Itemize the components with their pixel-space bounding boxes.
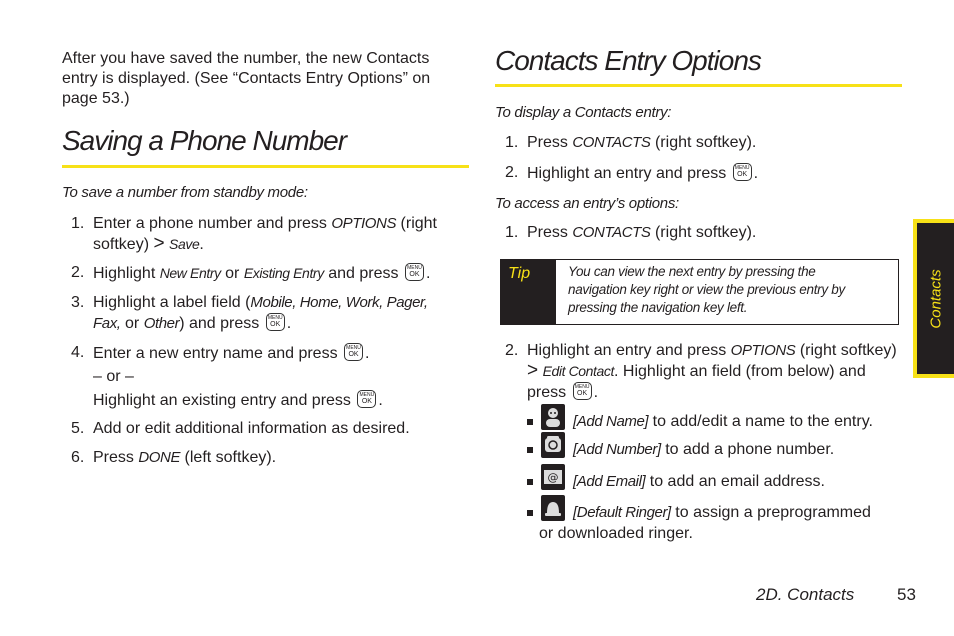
step-text: or	[120, 315, 144, 332]
contacts-key-label: CONTACTS	[572, 224, 651, 241]
step-text: softkey)	[93, 236, 154, 253]
heading-underline	[62, 165, 469, 168]
step-text: or	[220, 265, 244, 282]
save-label: Save	[169, 236, 200, 252]
step-text: press	[527, 384, 571, 401]
step-text: . Highlight an field (from below) and	[614, 363, 866, 380]
step-text: (right softkey)	[795, 342, 897, 359]
step-number: 1.	[71, 215, 85, 232]
step-text: Highlight	[93, 265, 160, 282]
step-text: .	[286, 315, 292, 332]
side-tab-label: Contacts	[927, 268, 944, 329]
tip-line-3: pressing the navigation key left.	[568, 300, 748, 315]
svg-text:@: @	[547, 471, 559, 484]
step-text: (right softkey).	[650, 134, 757, 151]
tip-box	[500, 259, 899, 325]
step-text: Highlight an entry and press	[527, 342, 731, 359]
bullet-default-ringer-continuation: or downloaded ringer.	[539, 525, 693, 542]
section-side-tab	[913, 219, 954, 378]
step-text: .	[753, 165, 759, 182]
step-text: Highlight an entry and press	[527, 165, 731, 182]
edit-contact-label: Edit Contact	[542, 363, 615, 379]
tip-text	[568, 263, 888, 317]
default-ringer-label: [Default Ringer]	[573, 504, 671, 521]
add-name-label: [Add Name]	[573, 413, 649, 430]
step-number: 5.	[71, 420, 85, 437]
step-text: Press	[527, 224, 573, 241]
tip-label-block	[501, 260, 556, 324]
step-number: 6.	[71, 449, 85, 466]
bullet-square	[527, 510, 533, 516]
tip-line-1: You can view the next entry by pressing the	[568, 264, 816, 279]
done-key-label: DONE	[138, 449, 181, 466]
bullet-text: to assign a preprogrammed	[670, 504, 871, 521]
contacts-key-label: CONTACTS	[572, 134, 651, 151]
step-text: (left softkey).	[180, 449, 277, 466]
menu-ok-key-icon: MENU OK	[405, 263, 424, 281]
step-number: 2.	[505, 164, 519, 181]
bullet-text: to add a phone number.	[660, 441, 835, 458]
step-text: Press	[93, 449, 139, 466]
step-number: 4.	[71, 344, 85, 361]
add-number-label: [Add Number]	[573, 441, 661, 458]
bell-icon	[541, 495, 565, 521]
bullet-text: to add/edit a name to the entry.	[648, 413, 873, 430]
bullet-text: to add an email address.	[645, 473, 825, 490]
subheading-standby: To save a number from standby mode:	[62, 184, 308, 201]
step-text: Enter a new entry name and press	[93, 345, 343, 362]
user-icon	[541, 404, 565, 430]
step-number: 1.	[505, 224, 519, 241]
subheading-display-entry: To display a Contacts entry:	[495, 104, 672, 121]
bullet-square	[527, 419, 533, 425]
options-key-label: OPTIONS	[331, 215, 397, 232]
step-text: and press	[323, 265, 403, 282]
footer-page-number: 53	[897, 585, 916, 604]
other-label: Other	[143, 315, 180, 332]
intro-paragraph	[62, 49, 462, 109]
intro-line-1: After you have saved the number, the new Contacts	[62, 50, 430, 67]
fax-label: Fax,	[93, 315, 121, 332]
tip-label: Tip	[508, 265, 531, 282]
step-text: .	[365, 345, 370, 362]
step-text: .	[593, 384, 599, 401]
tip-line-2: navigation key right or view the previous entry by	[568, 282, 845, 297]
or-separator: – or –	[93, 368, 134, 385]
arrow-glyph: >	[153, 233, 165, 254]
heading-saving-phone-number: Saving a Phone Number	[62, 125, 347, 156]
phone-icon	[541, 432, 565, 458]
menu-ok-key-icon: MENU OK	[357, 390, 376, 408]
step-text: Press	[527, 134, 573, 151]
email-icon	[541, 464, 565, 490]
menu-ok-key-icon: MENU OK	[344, 343, 363, 361]
step-text: Add or edit additional information as desired.	[93, 420, 410, 437]
step-text: .	[378, 392, 383, 409]
step-number: 3.	[71, 294, 85, 311]
step-number: 1.	[505, 134, 519, 151]
menu-ok-key-icon: MENU OK	[733, 163, 752, 181]
heading-underline	[495, 84, 902, 87]
step-text: (right	[396, 215, 437, 232]
step-number: 2.	[505, 342, 519, 359]
menu-ok-key-icon: MENU OK	[266, 313, 285, 331]
intro-line-3: page 53.)	[62, 90, 130, 107]
footer-section: 2D. Contacts	[756, 585, 855, 604]
label-field-options: Mobile, Home, Work, Pager,	[250, 294, 428, 311]
options-key-label: OPTIONS	[730, 342, 796, 359]
step-text: .	[199, 236, 204, 253]
add-email-label: [Add Email]	[573, 473, 646, 490]
step-text: Highlight a label field (	[93, 294, 251, 311]
side-tab-inner	[917, 223, 954, 374]
step-number: 2.	[71, 264, 85, 281]
bullet-square	[527, 447, 533, 453]
existing-entry-label: Existing Entry	[243, 265, 324, 281]
step-text: Highlight an existing entry and press	[93, 392, 356, 409]
step-text: ) and press	[179, 315, 264, 332]
step-text: .	[425, 265, 431, 282]
heading-contacts-entry-options: Contacts Entry Options	[495, 45, 761, 76]
bullet-square	[527, 479, 533, 485]
new-entry-label: New Entry	[159, 265, 221, 281]
arrow-glyph: >	[527, 360, 539, 381]
subheading-access-options: To access an entry’s options:	[495, 195, 679, 212]
menu-ok-key-icon: MENU OK	[573, 382, 592, 400]
intro-line-2: entry is displayed. (See “Contacts Entry Options” on	[62, 70, 431, 87]
step-text: Enter a phone number and press	[93, 215, 332, 232]
step-text: (right softkey).	[650, 224, 757, 241]
